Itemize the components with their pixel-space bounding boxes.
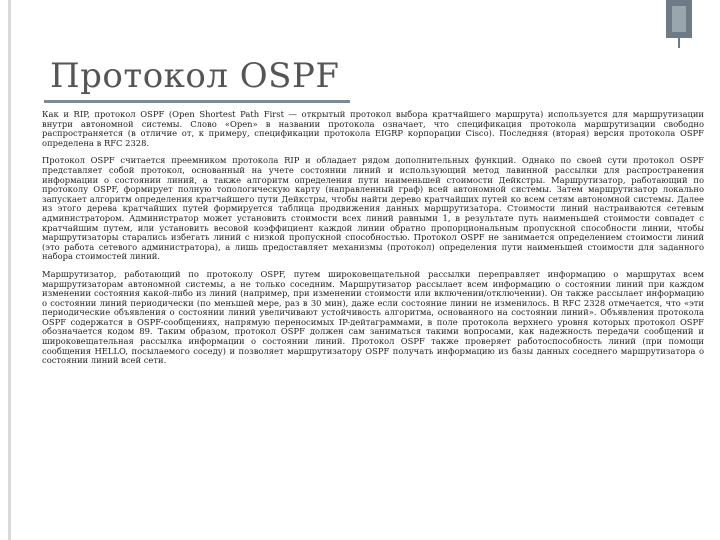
corner-decoration-inner [672,6,686,32]
corner-decoration-line [678,38,680,48]
paragraph-3: Маршрутизатор, работающий по протоколу OSPF, путем широковещательной рассылки переправляет информацию о маршрутах всем маршрутизаторам автономной системы, а не только соседним. Маршрутизатор рассылает всем информацию о состоянии линий при каждом изменении состояния какой-либо из линий (например, при изменении стоимости или включении/отключении). Он также рассылает информацию о состоянии линий периодически (по меньшей мере, раз в 30 мин), даже если состояние линии не изменилось. В RFC 2328 отмечается, что «эти периодические объявления о состоянии линий увеличивают устойчивость алгоритма, основанного на состоянии линий». Объявления протокола OSPF содержатся в OSPF-сообщениях, напрямую переносимых IP-дейтаграммами, в поле протокола верхнего уровня которых протокол OSPF обозначается кодом 89. Таким образом, протокол OSPF должен сам заниматься такими вопросами, как надежность передачи сообщений и широковещательная рассылка информации о состоянии линий. Протокол OSPF также проверяет работоспособность линий (при помощи сообщения HELLO, посылаемого соседу) и позволяет маршрутизатору OSPF получать информацию из базы данных соседнего маршрутизатора о состоянии линий всей сети. [42,268,704,366]
corner-decoration [666,0,692,38]
title-underline [44,100,350,103]
paragraph-2: Протокол OSPF считается преемником протокола RIP и обладает рядом дополнительных функций. Однако по своей сути протокол OSPF представляет собой протокол, основанный на учете состоянии линий и использующий метод лавинной рассылки для распространения информации о состоянии линий, а также алгоритм определения пути наименьшей стоимости Дейкстры. Маршрутизатор, работающий по протоколу OSPF, формирует полную топологическую карту (направленный граф) всей автономной системы. Затем маршрутизатор локально запускает алгоритм определения кратчайшего пути Дейкстры, чтобы найти дерево кратчайших путей ко всем сетям автономной системы. Далее из этого дерева кратчайших путей формируется таблица продвижения данных маршрутизатора. Стоимости линий настраиваются сетевым администратором. Администратор может установить стоимости всех линий равными 1, в результате путь наименьшей стоимости совпадет с кратчайшим путем, или установить весовой коэффициент каждой линии обратно пропорциональным пропускной способности линии, чтобы маршрутизаторы старались избегать линий с низкой пропускной способностью. Протокол OSPF не занимается определением стоимости линий (это работа сетевого администратора), а лишь предоставляет механизмы (протокол) определения пути наименьшей стоимости для заданного набора стоимостей линий. [42,155,704,262]
paragraph-1: Как и RIP, протокол OSPF (Open Shortest Path First — открытый протокол выбора кратчайшего маршрута) используется для маршрутизации внутри автономной системы. Слово «Open» в названии протокола означает, что спецификация протокола маршрутизации свободно распространяется (в отличие от, к примеру, спецификации протокола EIGRP корпорации Cisco). Последняя (вторая) версия протокола OSPF определена в RFC 2328. [42,109,704,148]
left-decorative-bar [8,0,11,540]
slide-body [42,110,704,374]
slide-title: Протокол OSPF [50,56,340,96]
